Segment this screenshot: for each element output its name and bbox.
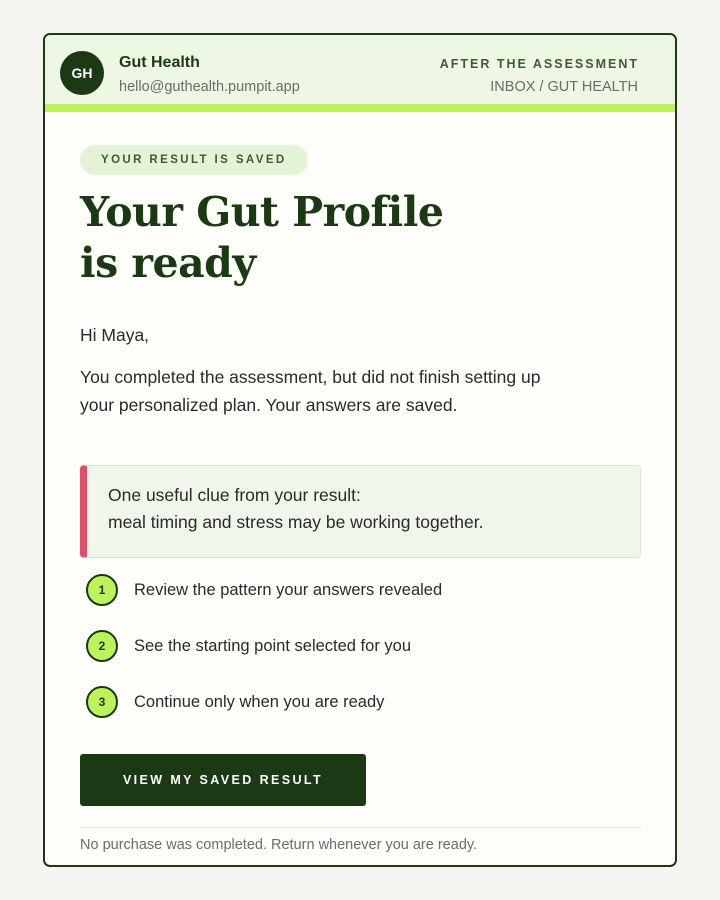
folder-breadcrumb: INBOX / GUT HEALTH (490, 79, 638, 95)
step-item (86, 629, 411, 663)
email-header (45, 35, 675, 106)
sender-name: Gut Health (119, 54, 200, 71)
step-item (86, 685, 384, 719)
step-number-badge: 1 (86, 574, 118, 606)
step-item (86, 573, 442, 607)
footer-divider (80, 827, 641, 828)
header-kicker: AFTER THE ASSESSMENT (439, 57, 639, 71)
title-line-1: Your Gut Profile (80, 188, 444, 236)
step-label: See the starting point selected for you (134, 636, 412, 655)
footnote: No purchase was completed. Return whenever you are ready. (80, 837, 478, 853)
status-badge: YOUR RESULT IS SAVED (80, 145, 308, 175)
email-card (43, 33, 677, 867)
view-saved-result-button[interactable]: VIEW MY SAVED RESULT (80, 754, 366, 806)
greeting: Hi Maya, (80, 325, 150, 345)
step-label: Review the pattern your answers revealed (134, 580, 443, 599)
sender-email: hello@guthealth.pumpit.app (119, 79, 300, 95)
callout-line-2: meal timing and stress may be working together. (108, 512, 484, 532)
body-line-1: You completed the assessment, but did not finish setting up (80, 367, 541, 387)
step-label: Continue only when you are ready (134, 692, 385, 711)
step-number-badge: 3 (86, 686, 118, 718)
step-number-badge: 2 (86, 630, 118, 662)
avatar: GH (60, 51, 104, 95)
body-paragraph (80, 363, 600, 419)
page-title (80, 187, 600, 289)
callout-text (108, 482, 628, 536)
insight-callout (80, 465, 641, 558)
callout-line-1: One useful clue from your result: (108, 485, 361, 505)
body-line-2: your personalized plan. Your answers are saved. (80, 395, 458, 415)
header-accent-bar (45, 104, 675, 112)
title-line-2: is ready (80, 239, 256, 287)
